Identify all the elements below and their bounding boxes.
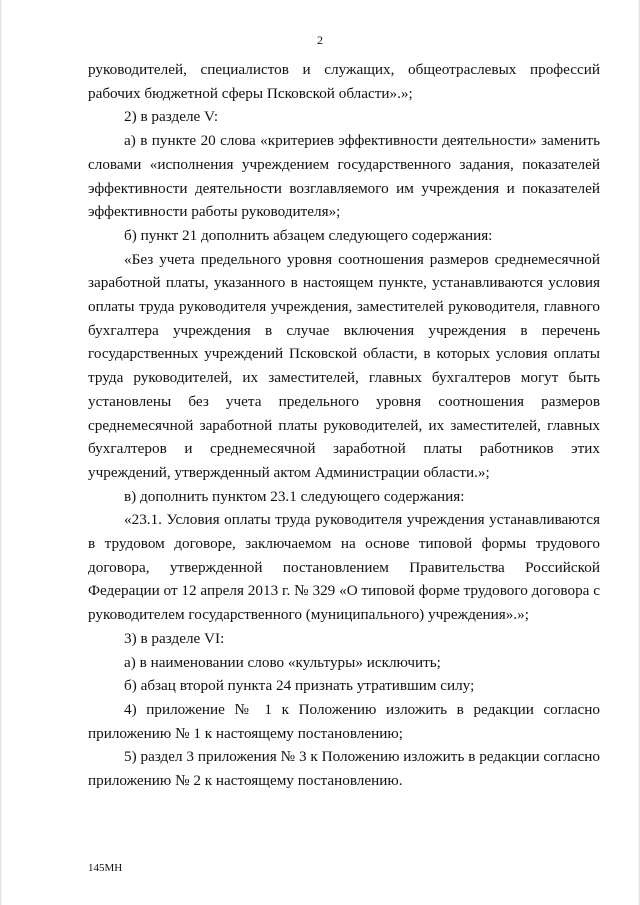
paragraph-title-change: а) в наименовании слово «культуры» исключить; (124, 653, 441, 671)
paragraph-section-vi: 3) в разделе VI: (124, 629, 225, 647)
paragraph-point-21-text: «Без учета предельного уровня соотношения размеров среднемесячной заработной платы, указанного в настоящем пункте, устанавливаются условия оплаты труда руководителя учреждения, заместителей руководителя, главного бухгалтера учреждения в случае включения учреждения в перечень государственных учреждений Псковской области, в которых условия оплаты труда руководителей, их заместителей, главных бухгалтеров могут быть установлены без учета предельного уровня соотношения размеров среднемесячной заработной платы руководителей, их заместителей, главных бухгалтеров и среднемесячной заработной платы работников этих учреждений, утвержденный актом Администрации области.»; (88, 250, 600, 481)
paragraph-appendix-1: 4) приложение № 1 к Положению изложить в редакции согласно приложению № 1 к настоящему постановлению; (88, 700, 600, 742)
paragraph-point-20: а) в пункте 20 слова «критериев эффективности деятельности» заменить словами «исполнения учреждением государственного задания, показателей эффективности деятельности возглавляемого им учреждения и показателей эффективности работы руководителя»; (88, 132, 600, 221)
paragraph-point-24: б) абзац второй пункта 24 признать утратившим силу; (124, 677, 475, 695)
document-body (88, 58, 600, 793)
paragraph-point-23-1: в) дополнить пунктом 23.1 следующего содержания: (124, 487, 465, 505)
paragraph-section-v: 2) в разделе V: (124, 108, 219, 126)
paragraph-point-23-1-text: «23.1. Условия оплаты труда руководителя учреждения устанавливаются в трудовом договоре, заключаемом на основе типовой формы трудового договора, утвержденной постановлением Правительства Российской Федерации от 12 апреля 2013 г. № 329 «О типовой форме трудового договора с руководителем государственного (муниципального) учреждения».»; (88, 511, 600, 624)
paragraph-continuation: руководителей, специалистов и служащих, общеотраслевых профессий рабочих бюджетной сферы Псковской области».»; (88, 61, 600, 102)
footer-code: 145МН (88, 862, 123, 874)
paragraph-appendix-3: 5) раздел 3 приложения № 3 к Положению изложить в редакции согласно приложению № 2 к настоящему постановлению. (88, 748, 600, 790)
paragraph-point-21: б) пункт 21 дополнить абзацем следующего содержания: (124, 226, 493, 244)
scan-edge-left (0, 0, 2, 905)
page-number: 2 (317, 33, 323, 47)
